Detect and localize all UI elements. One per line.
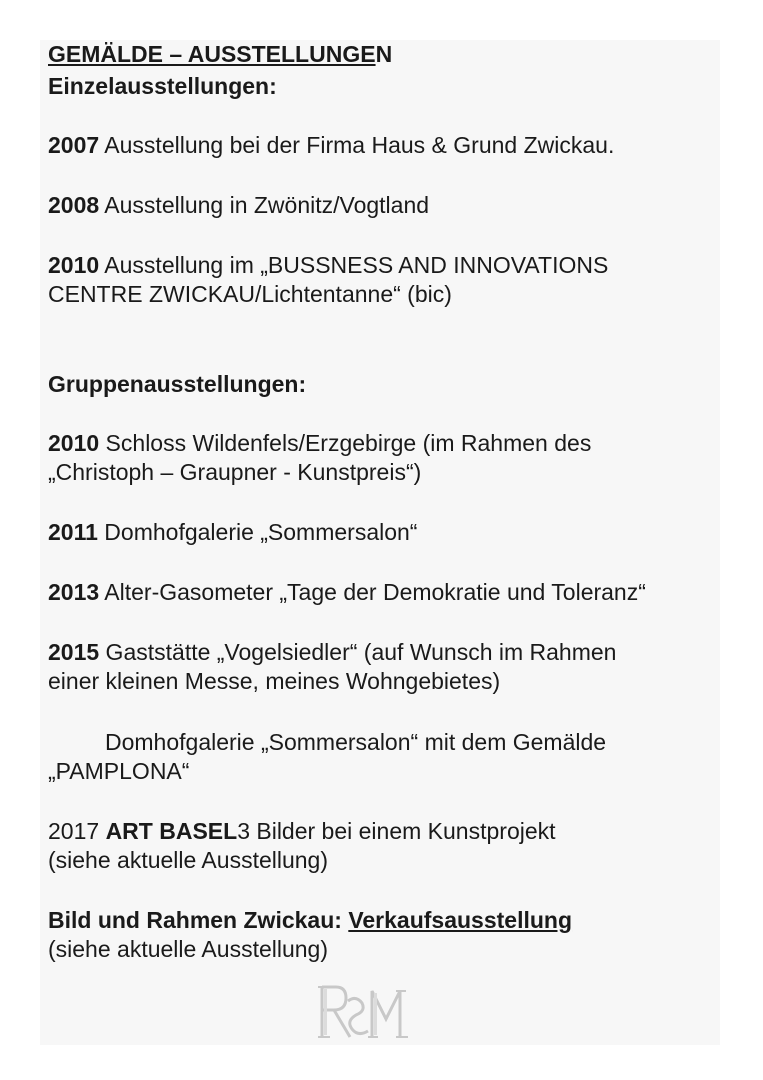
page-title: GEMÄLDE – AUSSTELLUNGEN: [48, 41, 393, 67]
list-item: 2007 Ausstellung bei der Firma Haus & Grund Zwickau.: [48, 132, 615, 158]
list-item: 2015 Gaststätte „Vogelsiedler“ (auf Wunsch im Rahmen einer kleinen Messe, meines Wohngebietes): [48, 639, 617, 694]
section-heading-einzel: Einzelausstellungen:: [48, 73, 277, 99]
list-item: Domhofgalerie „Sommersalon“ mit dem Gemälde „PAMPLONA“: [48, 729, 607, 784]
verkaufsausstellung-link[interactable]: Verkaufsausstellung: [348, 907, 573, 933]
list-item: 2008 Ausstellung in Zwönitz/Vogtland: [48, 192, 430, 218]
list-item: 2011 Domhofgalerie „Sommersalon“: [48, 519, 418, 545]
section-heading-gruppe: Gruppenausstellungen:: [48, 371, 307, 397]
list-item: 2013 Alter-Gasometer „Tage der Demokratie und Toleranz“: [48, 579, 646, 605]
list-item: 2010 Ausstellung im „BUSSNESS AND INNOVATIONS CENTRE ZWICKAU/Lichtentanne“ (bic): [48, 252, 609, 307]
list-item: 2010 Schloss Wildenfels/Erzgebirge (im Rahmen des „Christoph – Graupner - Kunstpreis“): [48, 430, 592, 485]
list-item-art-basel: 2017 ART BASEL3 Bilder bei einem Kunstprojekt (siehe aktuelle Ausstellung): [48, 818, 556, 873]
monogram-logo-icon: [316, 983, 412, 1041]
list-item-bild-rahmen: Bild und Rahmen Zwickau: Verkaufsausstellung (siehe aktuelle Ausstellung): [48, 907, 573, 962]
